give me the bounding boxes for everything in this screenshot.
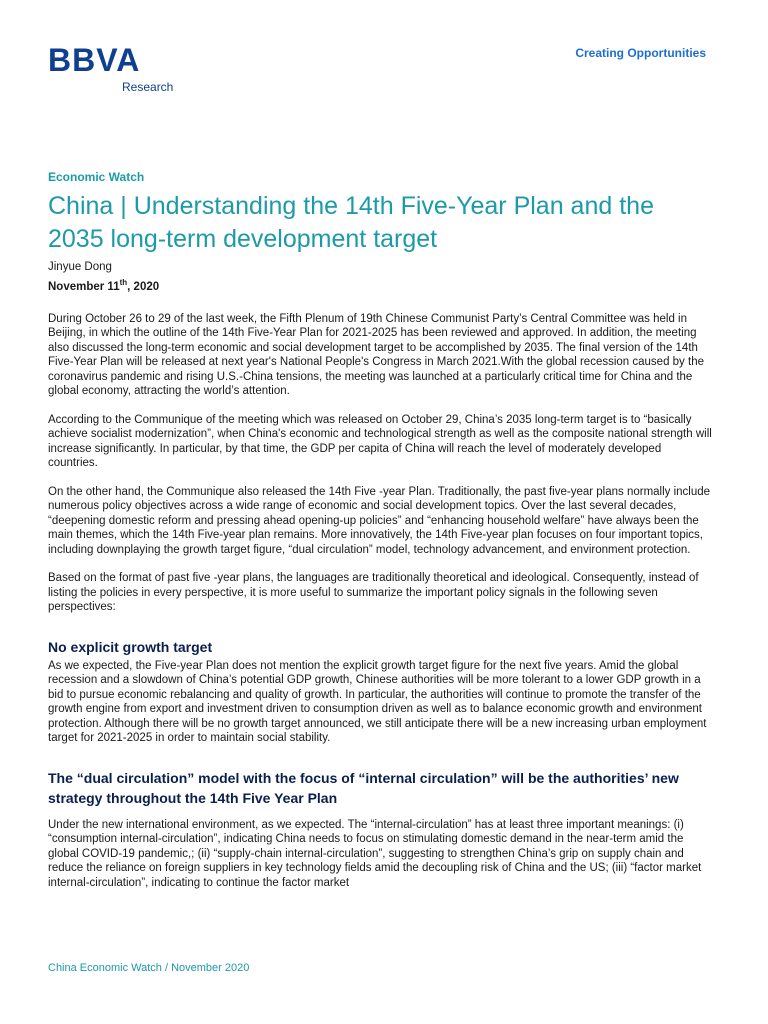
section-kicker: Economic Watch <box>48 170 145 184</box>
paragraph: Based on the format of past five -year plans, the languages are traditionally theoretical and ideological. Consequently, instead of listing the policies in every perspective, it is more useful to summarize the important policy signals in the following seven perspectives: <box>48 572 699 614</box>
author: Jinyue Dong <box>48 261 112 273</box>
section-heading: No explicit growth target <box>48 638 213 655</box>
tagline: Creating Opportunities <box>575 46 706 60</box>
paragraph: According to the Communique of the meeting which was released on October 29, China’s 2035 long-term target is to “basically achieve socialist modernization”, when China's economic and technological strength as well as the composite national strength will increase significantly. In particular, by that time, the GDP per capita of China will reach the level of moderately developed countries. <box>48 413 712 470</box>
paragraph: As we expected, the Five-year Plan does not mention the explicit growth target figure for the next five years. Amid the global recession and a slowdown of China’s potential GDP growth, Chinese authorities will be more tolerant to a lower GDP growth in a bid to pursue economic rebalancing and quality of growth. In particular, the authorities will continue to promote the transfer of the growth engine from export and investment driven to consumption driven as well as to balance economic growth and environment protection. Although there will be no growth target announced, we still anticipate there will be a new increasing urban employment target for 2021-2025 in order to maintain social stability. <box>48 659 707 745</box>
section-heading: The “dual circulation” model with the focus of “internal circulation” will be the authorities’ new strategy throughout the 14th Five Year Plan <box>48 769 679 806</box>
publication-date <box>48 275 712 295</box>
page-title: China | Understanding the 14th Five-Year Plan and the 2035 long-term development target <box>48 192 654 253</box>
date-year: , 2020 <box>127 280 160 293</box>
bbva-research-logo[interactable] <box>48 44 188 94</box>
paragraph: During October 26 to 29 of the last week, the Fifth Plenum of 19th Chinese Communist Party’s Central Committee was held in Beijing, in which the outline of the 14th Five-Year Plan for 2021-2025 has been reviewed and approved. In addition, the meeting also discussed the long-term economic and social development target to be accomplished by 2035. The final version of the 14th Five-Year Plan will be released at next year's National People's Congress in March 2021.With the global recession caused by the coronavirus pandemic and rising U.S.-China tensions, the meeting was launched at a particularly critical time for China and the global economy, attracting the world’s attention. <box>48 312 704 398</box>
document-body <box>48 170 712 904</box>
date-main: November 11 <box>48 280 120 293</box>
date-suffix: th <box>119 278 128 287</box>
logo-mark: BBVA <box>48 42 141 78</box>
paragraph: On the other hand, the Communique also released the 14th Five -year Plan. Traditionally, the past five-year plans normally include numerous policy objectives across a wide range of economic and social development topics. Over the last several decades, “deepening domestic reform and pressing ahead opening-up policies” and “enhancing household welfare” have always been the main themes, which the 14th Five-year plan remains. More innovatively, the 14th Five-year plan focuses on four important topics, including downplaying the growth target figure, “dual circulation” model, technology advancement, and environment protection. <box>48 485 711 556</box>
paragraph: Under the new international environment, as we expected. The “internal-circulation” has at least three important meanings: (i) “consumption internal-circulation”, indicating China needs to focus on stimulating domestic demand in the near-term amid the global COVID-19 pandemic,; (ii) “supply-chain internal-circulation”, suggesting to strengthen China’s grip on supply chain and reduce the reliance on foreign suppliers in key technology fields amid the decoupling risk of China and the US; (iii) “factor market internal-circulation”, indicating to continue the factor market <box>48 818 702 889</box>
page-footer: China Economic Watch / November 2020 <box>48 962 250 974</box>
logo-subtitle: Research <box>122 80 174 94</box>
